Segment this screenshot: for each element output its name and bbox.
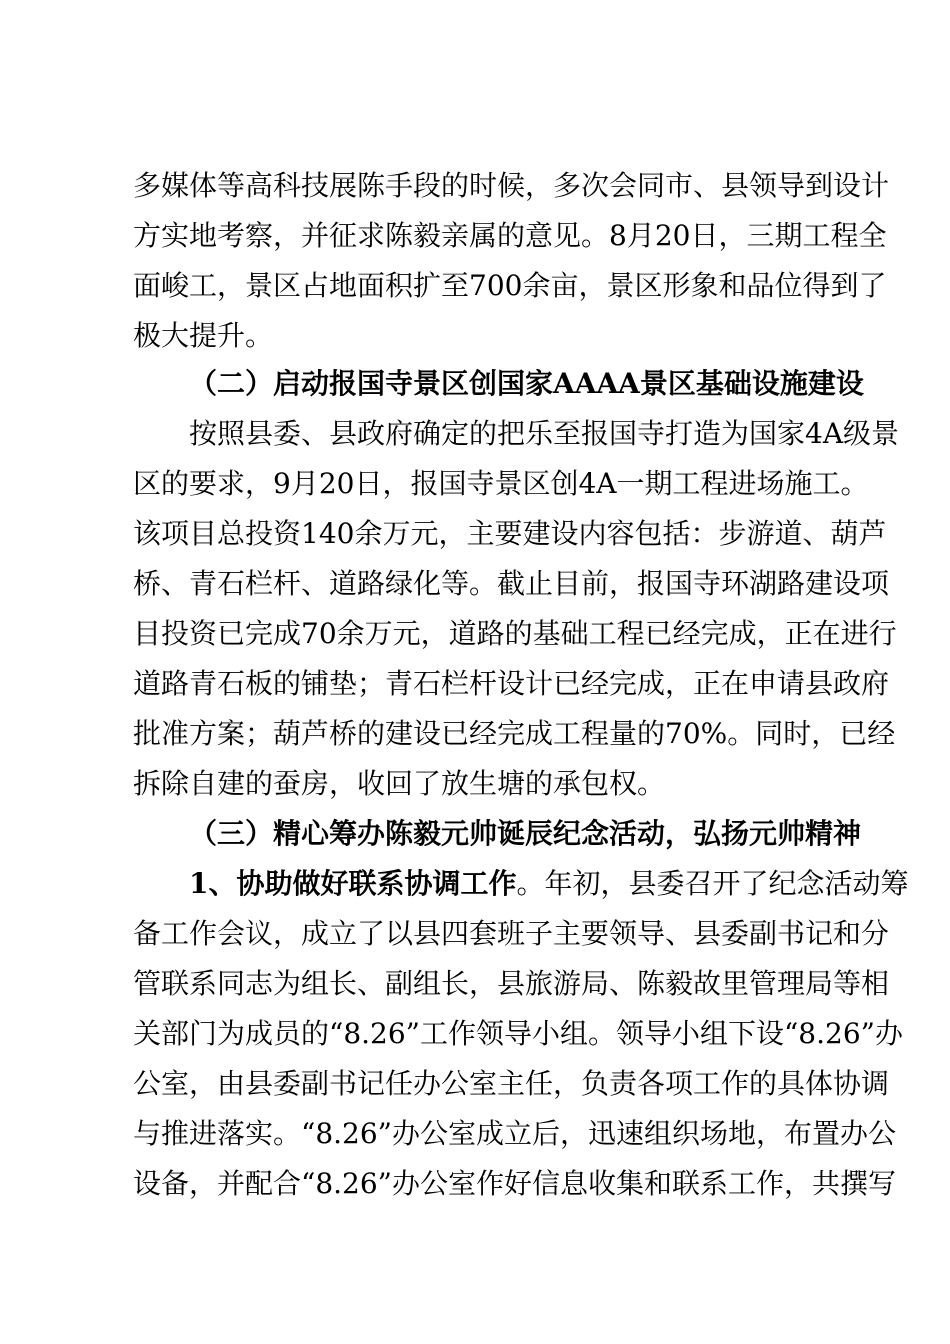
paragraph-line: 批准方案；葫芦桥的建设已经完成工程量的70%。同时，已经 — [133, 717, 896, 750]
paragraph-line: 极大提升。 — [133, 319, 274, 352]
item-1-first-rest: 。年初，县委召开了纪念活动筹 — [516, 867, 909, 900]
paragraph-line: 多媒体等高科技展陈手段的时候，多次会同市、县领导到设计 — [133, 169, 890, 202]
paragraph-line: 关部门为成员的“8.26”工作领导小组。领导小组下设“8.26”办 — [133, 1017, 903, 1050]
paragraph-line: 目投资已完成70余万元，道路的基础工程已经完成，正在进行 — [133, 617, 897, 650]
paragraph-line: 桥、青石栏杆、道路绿化等。截止目前，报国寺环湖路建设项 — [133, 567, 890, 600]
paragraph-line: 设备，并配合“8.26”办公室作好信息收集和联系工作，共撰写 — [133, 1167, 896, 1200]
paragraph-line: 按照县委、县政府确定的把乐至报国寺打造为国家4A级景 — [189, 417, 900, 450]
section-heading-2: （二）启动报国寺景区创国家AAAA景区基础设施建设 — [189, 367, 864, 400]
item-1-first-line — [189, 864, 909, 904]
item-1-lead: 1、协助做好联系协调工作 — [189, 867, 517, 900]
paragraph-line: 与推进落实。“8.26”办公室成立后，迅速组织场地，布置办公 — [133, 1117, 896, 1150]
paragraph-line: 管联系同志为组长、副组长，县旅游局、陈毅故里管理局等相 — [133, 967, 890, 1000]
paragraph-line: 该项目总投资140余万元，主要建设内容包括：步游道、葫芦 — [133, 517, 887, 550]
paragraph-line: 方实地考察，并征求陈毅亲属的意见。8月20日，三期工程全 — [133, 219, 887, 252]
paragraph-line: 面峻工，景区占地面积扩至700余亩，景区形象和品位得到了 — [133, 269, 887, 302]
paragraph-line: 拆除自建的蚕房，收回了放生塘的承包权。 — [133, 767, 666, 800]
paragraph-line: 备工作会议，成立了以县四套班子主要领导、县委副书记和分 — [133, 917, 890, 950]
paragraph-line: 区的要求，9月20日，报国寺景区创4A一期工程进场施工。 — [133, 467, 869, 500]
paragraph-line: 公室，由县委副书记任办公室主任，负责各项工作的具体协调 — [133, 1067, 890, 1100]
paragraph-line: 道路青石板的铺垫；青石栏杆设计已经完成，正在申请县政府 — [133, 667, 890, 700]
section-heading-3: （三）精心筹办陈毅元帅诞辰纪念活动，弘扬元帅精神 — [189, 817, 862, 850]
